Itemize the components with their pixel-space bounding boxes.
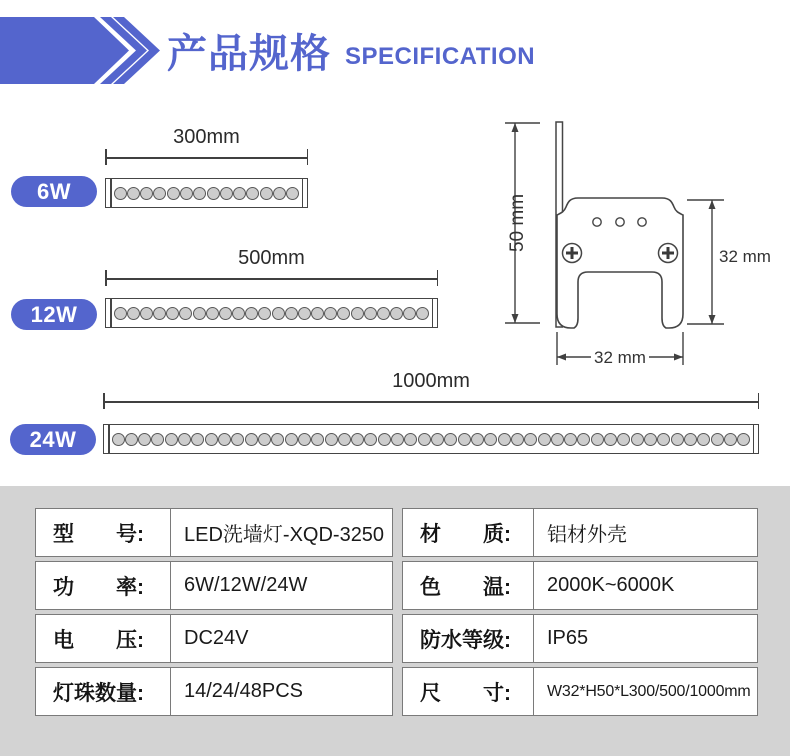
header-arrow-block (0, 17, 129, 84)
table-row (35, 508, 393, 557)
row-label: 防水等级: (403, 615, 534, 662)
side-view-diagram (495, 110, 780, 372)
table-row (35, 561, 393, 610)
led-dot (737, 433, 750, 446)
led-dot (206, 307, 219, 320)
led-dot (311, 433, 324, 446)
row-label: 电 压: (36, 615, 171, 662)
led-dot (311, 307, 324, 320)
led-dot (697, 433, 710, 446)
led-bar-12w (105, 298, 438, 328)
arrow-up-icon (709, 200, 716, 209)
table-row (35, 614, 393, 663)
led-dot (364, 307, 377, 320)
led-dot (138, 433, 151, 446)
led-dot (112, 433, 125, 446)
led-dot (140, 307, 153, 320)
led-dot (285, 307, 298, 320)
led-dot (416, 307, 429, 320)
led-dot (231, 433, 244, 446)
table-row (402, 667, 758, 716)
led-dot (180, 187, 193, 200)
page-title: 产品规格 (167, 32, 331, 76)
section-header (0, 17, 790, 84)
dimension-line (103, 393, 759, 409)
dimension-6w (105, 127, 308, 165)
bar-endcap (432, 299, 434, 327)
led-dot (178, 433, 191, 446)
led-dot (260, 187, 273, 200)
row-value: W32*H50*L300/500/1000mm (547, 682, 751, 700)
led-dot (193, 307, 206, 320)
led-dot (127, 307, 140, 320)
row-value: 14/24/48PCS (184, 680, 303, 702)
led-dot (711, 433, 724, 446)
led-dot (498, 433, 511, 446)
led-dot (511, 433, 524, 446)
dimension-line (105, 270, 438, 286)
led-dot (193, 187, 206, 200)
led-dot (390, 307, 403, 320)
led-dot (564, 433, 577, 446)
led-dot (151, 433, 164, 446)
spec-table-right (402, 508, 758, 716)
dimension-label: 300mm (173, 126, 240, 148)
bar-endcap (753, 425, 755, 453)
row-label: 功 率: (36, 562, 171, 609)
row-value: LED洗墙灯-XQD-3250 (184, 524, 385, 546)
led-dot (179, 307, 192, 320)
led-dot (286, 187, 299, 200)
spec-table-left (35, 508, 393, 716)
led-dot (617, 433, 630, 446)
led-dot (524, 433, 537, 446)
dimension-label: 1000mm (392, 370, 470, 392)
led-dot (551, 433, 564, 446)
led-dot (153, 307, 166, 320)
row-value: 6W/12W/24W (184, 574, 308, 596)
led-dot (127, 187, 140, 200)
led-dot (232, 307, 245, 320)
power-badge-12w: 12W (11, 299, 97, 330)
arrow-up-icon (512, 123, 519, 132)
led-dot (114, 307, 127, 320)
hole-icon (638, 218, 646, 226)
table-row (35, 667, 393, 716)
led-dot (337, 307, 350, 320)
arrow-down-icon (709, 315, 716, 324)
height-dimension-label: 50 mm (507, 193, 528, 253)
led-dot (220, 187, 233, 200)
dimension-12w (105, 248, 438, 286)
arrow-left-icon (557, 354, 566, 361)
led-dot (191, 433, 204, 446)
led-array (112, 299, 432, 327)
led-dot (207, 187, 220, 200)
led-dot (404, 433, 417, 446)
row-value: 2000K~6000K (547, 574, 675, 596)
led-dot (471, 433, 484, 446)
led-dot (591, 433, 604, 446)
header-titles (167, 17, 535, 84)
led-dot (724, 433, 737, 446)
led-dot (458, 433, 471, 446)
led-dot (205, 433, 218, 446)
row-value: IP65 (547, 627, 589, 649)
led-dot (245, 433, 258, 446)
hole-icon (616, 218, 624, 226)
led-dot (166, 307, 179, 320)
led-dot (324, 307, 337, 320)
arrow-right-icon (674, 354, 683, 361)
row-label: 型 号: (36, 509, 171, 556)
page-subtitle: SPECIFICATION (345, 42, 536, 70)
led-dot (325, 433, 338, 446)
led-dot (644, 433, 657, 446)
hole-icon (593, 218, 601, 226)
led-bar-6w (105, 178, 308, 208)
led-dot (245, 307, 258, 320)
led-dot (338, 433, 351, 446)
led-dot (351, 307, 364, 320)
power-badge-6w: 6W (11, 176, 97, 207)
led-dot (258, 307, 271, 320)
led-dot (418, 433, 431, 446)
row-value: DC24V (184, 627, 249, 649)
dimension-label: 500mm (238, 247, 305, 269)
led-dot (403, 307, 416, 320)
spec-table-section (0, 486, 790, 756)
led-dot (538, 433, 551, 446)
body-height-dimension-label: 32 mm (719, 247, 771, 266)
led-dot (258, 433, 271, 446)
power-badge-24w: 24W (10, 424, 96, 455)
led-dot (298, 433, 311, 446)
led-array (110, 425, 753, 453)
led-dot (271, 433, 284, 446)
width-dimension-label: 32 mm (594, 348, 646, 367)
bar-endcap (302, 179, 304, 207)
led-dot (484, 433, 497, 446)
led-dot (391, 433, 404, 446)
dimension-line (105, 149, 308, 165)
table-row (402, 561, 758, 610)
led-dot (351, 433, 364, 446)
led-dot (364, 433, 377, 446)
led-dot (218, 433, 231, 446)
arrow-down-icon (512, 314, 519, 323)
led-dot (604, 433, 617, 446)
led-dot (671, 433, 684, 446)
led-dot (273, 187, 286, 200)
led-dot (246, 187, 259, 200)
row-value: 铝材外壳 (547, 524, 627, 546)
row-label: 色 温: (403, 562, 534, 609)
led-dot (377, 307, 390, 320)
led-array (112, 179, 302, 207)
led-dot (577, 433, 590, 446)
led-dot (285, 433, 298, 446)
screw-icon (659, 244, 678, 263)
led-dot (631, 433, 644, 446)
led-dot (140, 187, 153, 200)
led-dot (444, 433, 457, 446)
led-dot (165, 433, 178, 446)
led-dot (125, 433, 138, 446)
led-dot (298, 307, 311, 320)
row-label: 材 质: (403, 509, 534, 556)
led-dot (233, 187, 246, 200)
led-dot (114, 187, 127, 200)
led-dot (272, 307, 285, 320)
led-dot (657, 433, 670, 446)
table-row (402, 614, 758, 663)
led-dot (684, 433, 697, 446)
led-dot (167, 187, 180, 200)
led-dot (219, 307, 232, 320)
screw-icon (563, 244, 582, 263)
led-bar-24w (103, 424, 759, 454)
led-dot (153, 187, 166, 200)
led-dot (431, 433, 444, 446)
table-row (402, 508, 758, 557)
dimension-24w (103, 371, 759, 409)
row-label: 灯珠数量: (36, 668, 171, 715)
led-dot (378, 433, 391, 446)
row-label: 尺 寸: (403, 668, 534, 715)
